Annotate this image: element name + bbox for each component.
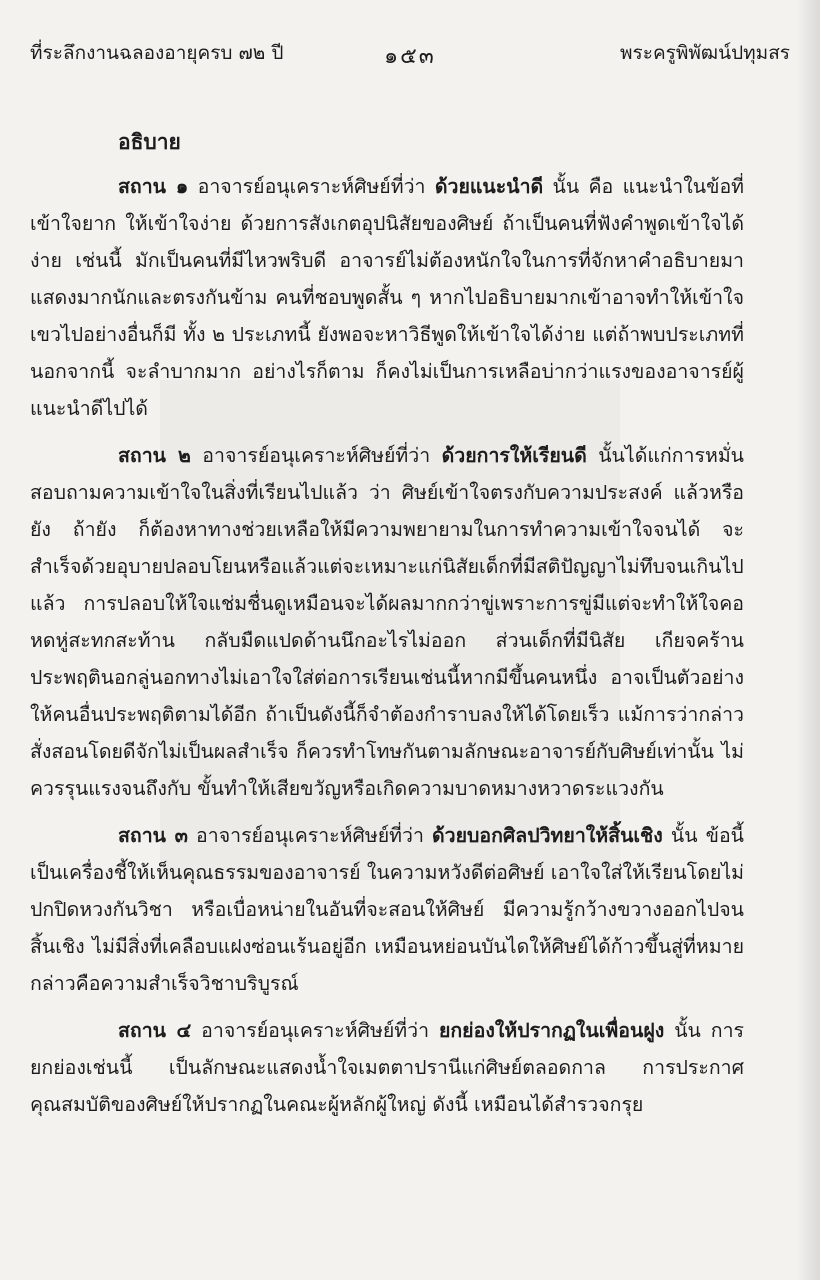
header-author: พระครูพิพัฒน์ปทุมสร	[620, 42, 790, 64]
header-book-title: ที่ระลึกงานฉลองอายุครบ ๗๒ ปี	[30, 42, 284, 64]
paragraph-text: นั้น ข้อนี้ เป็นเครื่องชี้ให้เห็นคุณธรรมของอาจารย์ ในความหวังดีต่อศิษย์ เอาใจใส่ให้เรียนโดยไม่ปกปิดหวงกันวิชา หรือเบื่อหน่ายในอันที่จะสอนให้ศิษย์ มีความรู้กว้างขวางออกไปจนสิ้นเชิง ไม่มีสิ่งที่เคลือบแฝงซ่อนเร้นอยู่อีก เหมือนหย่อนบันไดให้ศิษย์ได้ก้าวขึ้นสู่ที่หมาย กล่าวคือความสำเร็จวิชาบริบูรณ์	[30, 824, 744, 995]
page-body	[30, 120, 744, 1123]
paragraph-text: นั้น คือ แนะนำในข้อที่เข้าใจยาก ให้เข้าใจง่าย ด้วยการสังเกตอุปนิสัยของศิษย์ ถ้าเป็นคนที่ฟังคำพูดเข้าใจได้ง่าย เช่นนี้ มักเป็นคนที่มีไหวพริบดี อาจารย์ไม่ต้องหนักใจในการที่จักหาคำอธิบายมาแสดงมากนักและตรงกันข้าม คนที่ชอบพูดสั้น ๆ หากไปอธิบายมากเข้าอาจทำให้เข้าใจเขวไปอย่างอื่นก็มี ทั้ง ๒ ประเภทนี้ ยังพอจะหาวิธีพูดให้เข้าใจได้ง่าย แต่ถ้าพบประเภทที่นอกจากนี้ จะลำบากมาก อย่างไรก็ตาม ก็คงไม่เป็นการเหลือบ่ากว่าแรงของอาจารย์ผู้แนะนำดีไปได้	[30, 175, 745, 420]
paragraph-label: สถาน ๒	[118, 444, 191, 467]
paragraph-emphasis: ยกย่องให้ปรากฏในเพื่อนฝูง	[438, 1019, 665, 1042]
paragraph-emphasis: ด้วยการให้เรียนดี	[441, 444, 587, 467]
running-header	[30, 38, 790, 74]
paragraph-emphasis: ด้วยบอกศิลปวิทยาให้สิ้นเชิง	[431, 824, 663, 847]
paragraph-intro: อาจารย์อนุเคราะห์ศิษย์ที่ว่า	[187, 824, 432, 847]
paragraph-sathan-1	[30, 168, 744, 427]
page-edge-shadow	[796, 0, 820, 1280]
paragraph-label: สถาน ๔	[118, 1019, 192, 1042]
paragraph-text: นั้น การยกย่องเช่นนี้ เป็นลักษณะแสดงน้ำใจเมตตาปรานีแก่ศิษย์ตลอดกาล การประกาศคุณสมบัติของศิษย์ให้ปรากฏในคณะผู้หลักผู้ใหญ่ ดังนี้ เหมือนได้สำรวจกรุย	[30, 1019, 744, 1116]
paragraph-sathan-3	[30, 817, 744, 1002]
paragraph-label: สถาน ๑	[118, 175, 189, 198]
paragraph-intro: อาจารย์อนุเคราะห์ศิษย์ที่ว่า	[191, 1019, 439, 1042]
paragraph-intro: อาจารย์อนุเคราะห์ศิษย์ที่ว่า	[190, 444, 442, 467]
paragraph-sathan-4	[30, 1012, 744, 1123]
paragraph-label: สถาน ๓	[118, 824, 188, 847]
section-heading: อธิบาย	[118, 129, 181, 154]
page-number: ๑๕๓	[384, 44, 436, 69]
paragraph-text: นั้นได้แก่การหมั่นสอบถามความเข้าใจในสิ่งที่เรียนไปแล้ว ว่า ศิษย์เข้าใจตรงกับความประสงค์ แล้วหรือยัง ถ้ายัง ก็ต้องหาทางช่วยเหลือให้มีความพยายามในการทำความเข้าใจจนได้ จะสำเร็จด้วยอุบายปลอบโยนหรือแล้วแต่จะเหมาะแก่นิสัยเด็กที่มีสติปัญญาไม่ทึบจนเกินไปแล้ว การปลอบให้ใจแช่มชื่นดูเหมือนจะได้ผลมากกว่าขู่เพราะการขู่มีแต่จะทำให้ใจคอหดหู่สะทกสะท้าน กลับมืดแปดด้านนึกอะไรไม่ออก ส่วนเด็กที่มีนิสัย เกียจคร้าน ประพฤตินอกลู่นอกทางไม่เอาใจใส่ต่อการเรียนเช่นนี้หากมีขึ้นคนหนึ่ง อาจเป็นตัวอย่างให้คนอื่นประพฤติตามได้อีก ถ้าเป็นดังนี้ก็จำต้องกำราบลงให้ได้โดยเร็ว แม้การว่ากล่าวสั่งสอนโดยดีจักไม่เป็นผลสำเร็จ ก็ควรทำโทษกันตามลักษณะอาจารย์กับศิษย์เท่านั้น ไม่ควรรุนแรงจนถึงกับ ขั้นทำให้เสียขวัญหรือเกิดความบาดหมางหวาดระแวงกัน	[30, 444, 744, 800]
paragraph-sathan-2	[30, 437, 744, 807]
paragraph-emphasis: ด้วยแนะนำดี	[434, 175, 544, 198]
paragraph-intro: อาจารย์อนุเคราะห์ศิษย์ที่ว่า	[188, 175, 435, 198]
